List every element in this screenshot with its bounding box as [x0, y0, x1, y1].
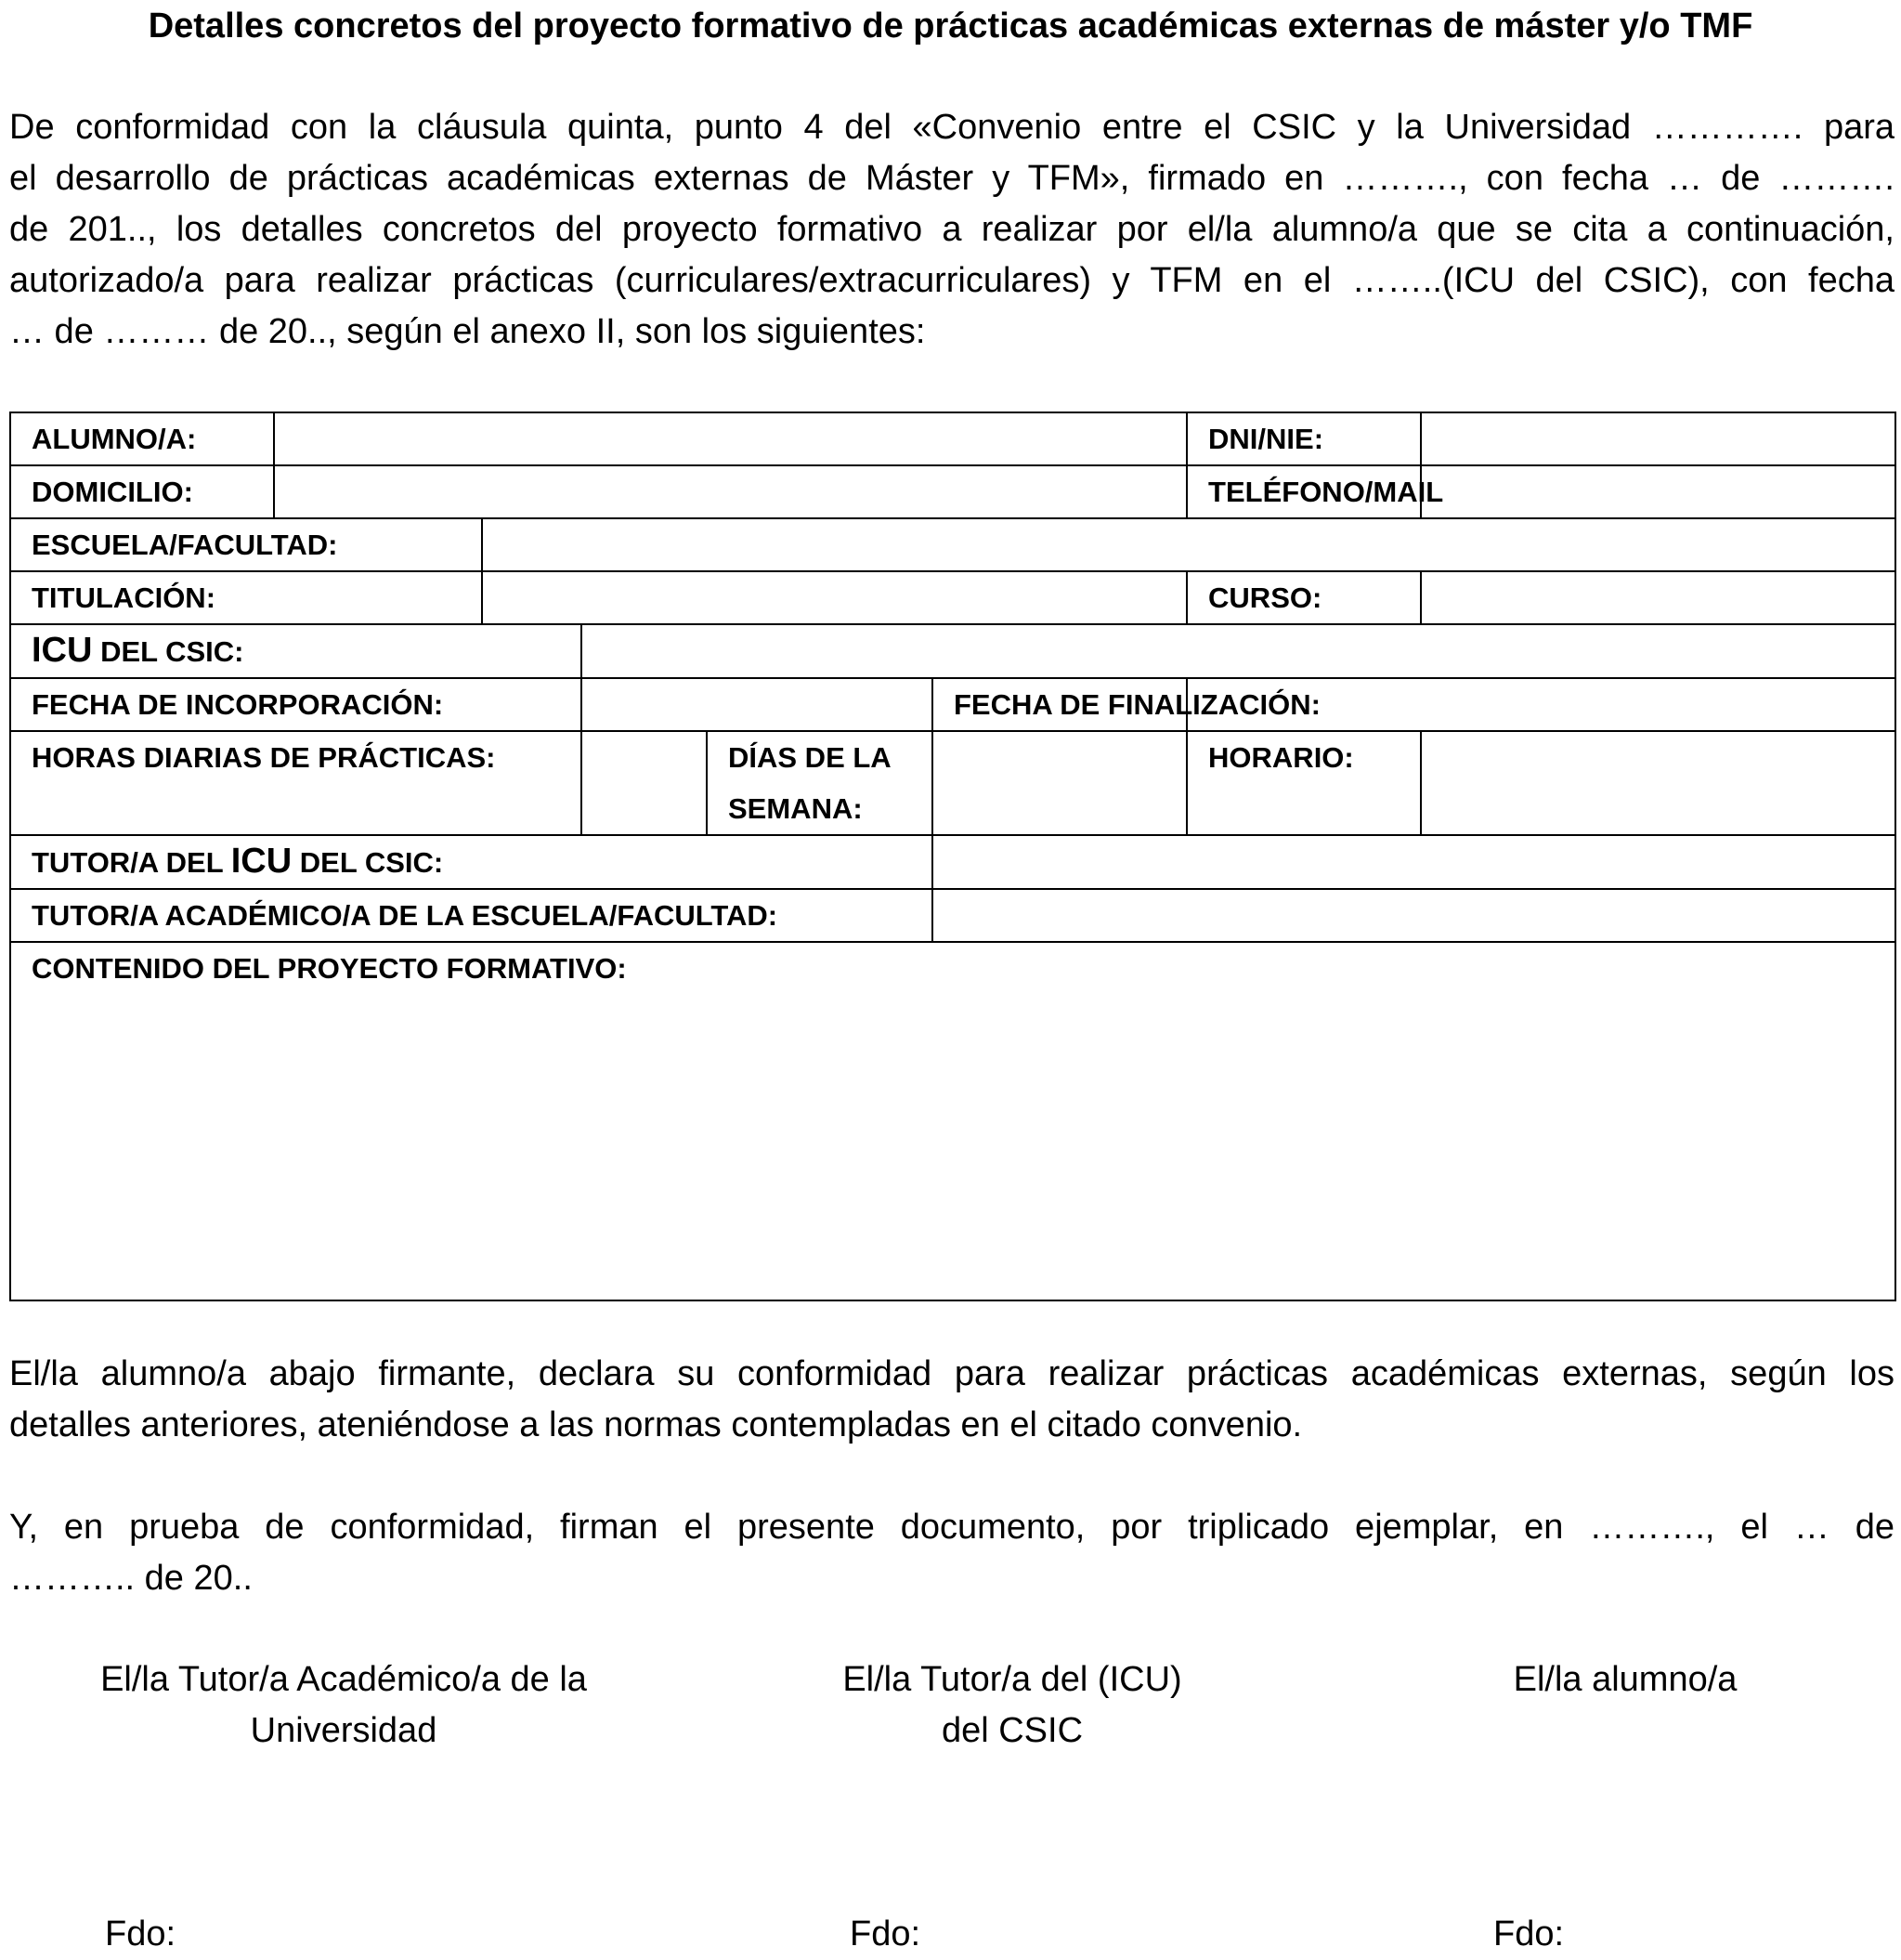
fecha-incorporacion-label: FECHA DE INCORPORACIÓN: — [10, 678, 581, 731]
proof-line: ……….. de 20.. — [9, 1559, 253, 1598]
signature-student-line: El/la alumno/a — [1513, 1660, 1738, 1699]
telefono-field[interactable] — [1421, 465, 1895, 518]
horas-diarias-label: HORAS DIARIAS DE PRÁCTICAS: — [10, 731, 581, 835]
intro-line: De conformidad con la cláusula quinta, punto 4 del «Convenio entre el CSIC y la Universidad …………. para — [9, 108, 1894, 147]
signature-academic-line1: El/la Tutor/a Académico/a de la — [100, 1660, 587, 1699]
domicilio-label: DOMICILIO: — [10, 465, 274, 518]
dias-semana-field[interactable] — [932, 731, 1187, 835]
intro-paragraph — [9, 102, 1894, 358]
signature-icu-line1: El/la Tutor/a del (ICU) — [842, 1660, 1182, 1699]
tutor-icu-label-a: TUTOR/A DEL — [32, 846, 231, 879]
icu-label-rest: DEL CSIC: — [92, 635, 244, 668]
alumno-field[interactable] — [274, 412, 1187, 465]
dni-label: DNI/NIE: — [1187, 412, 1421, 465]
telefono-label: TELÉFONO/MAIL — [1187, 465, 1421, 518]
tutor-icu-label-b: DEL CSIC: — [292, 846, 444, 879]
fdo-student: Fdo: — [1493, 1914, 1565, 1953]
icu-label-abbr: ICU — [32, 631, 93, 670]
intro-line: de 201.., los detalles concretos del proyecto formativo a realizar por el/la alumno/a que se cita a continuación, — [9, 210, 1894, 249]
declaration-line: El/la alumno/a abajo firmante, declara su conformidad para realizar prácticas académicas externas, según los — [9, 1354, 1894, 1393]
intro-line: … de ……… de 20.., según el anexo II, son los siguientes: — [9, 312, 926, 351]
signature-academic-line2: Universidad — [250, 1711, 437, 1750]
project-form-table — [9, 412, 1896, 1301]
tutor-academico-field[interactable] — [932, 889, 1895, 942]
horario-field[interactable] — [1421, 731, 1895, 835]
proof-line: Y, en prueba de conformidad, firman el presente documento, por triplicado ejemplar, en ………., el … de — [9, 1508, 1894, 1547]
fecha-finalizacion-label: FECHA DE FINALIZACIÓN: — [932, 678, 1187, 731]
escuela-label: ESCUELA/FACULTAD: — [10, 518, 482, 571]
tutor-academico-label: TUTOR/A ACADÉMICO/A DE LA ESCUELA/FACULTAD: — [10, 889, 932, 942]
escuela-field[interactable] — [482, 518, 1895, 571]
fdo-icu-tutor: Fdo: — [850, 1914, 921, 1953]
declaration-paragraph — [9, 1349, 1894, 1451]
tutor-icu-field[interactable] — [932, 835, 1895, 889]
horario-label: HORARIO: — [1187, 731, 1421, 835]
signature-icu-tutor — [780, 1654, 1244, 1757]
contenido-label: CONTENIDO DEL PROYECTO FORMATIVO: — [32, 952, 627, 985]
tutor-icu-label-abbr: ICU — [230, 842, 293, 881]
curso-field[interactable] — [1421, 571, 1895, 624]
declaration-line: detalles anteriores, ateniéndose a las normas contempladas en el citado convenio. — [9, 1405, 1303, 1444]
horas-diarias-field[interactable] — [581, 731, 707, 835]
icu-field[interactable] — [581, 624, 1895, 678]
titulacion-field[interactable] — [482, 571, 1187, 624]
dias-semana-label: DÍAS DE LA SEMANA: — [707, 731, 932, 835]
document-title: Detalles concretos del proyecto formativo de prácticas académicas externas de máster y/o TMF — [148, 7, 1753, 46]
intro-line: autorizado/a para realizar prácticas (curriculares/extracurriculares) y TFM en el ……..(ICU del CSIC), con fecha — [9, 261, 1894, 300]
curso-label: CURSO: — [1187, 571, 1421, 624]
tutor-icu-label — [10, 835, 932, 889]
signature-academic-tutor — [56, 1654, 631, 1757]
contenido-field[interactable] — [10, 942, 1895, 1300]
icu-label — [10, 624, 581, 678]
domicilio-field[interactable] — [274, 465, 1187, 518]
alumno-label: ALUMNO/A: — [10, 412, 274, 465]
titulacion-label: TITULACIÓN: — [10, 571, 482, 624]
fdo-academic-tutor: Fdo: — [105, 1914, 176, 1953]
intro-line: el desarrollo de prácticas académicas externas de Máster y TFM», firmado en ………., con fecha … de ………. — [9, 159, 1894, 198]
signature-student — [1430, 1654, 1820, 1705]
proof-paragraph — [9, 1502, 1894, 1604]
fecha-incorporacion-field[interactable] — [581, 678, 932, 731]
signature-icu-line2: del CSIC — [941, 1711, 1084, 1750]
dni-field[interactable] — [1421, 412, 1895, 465]
